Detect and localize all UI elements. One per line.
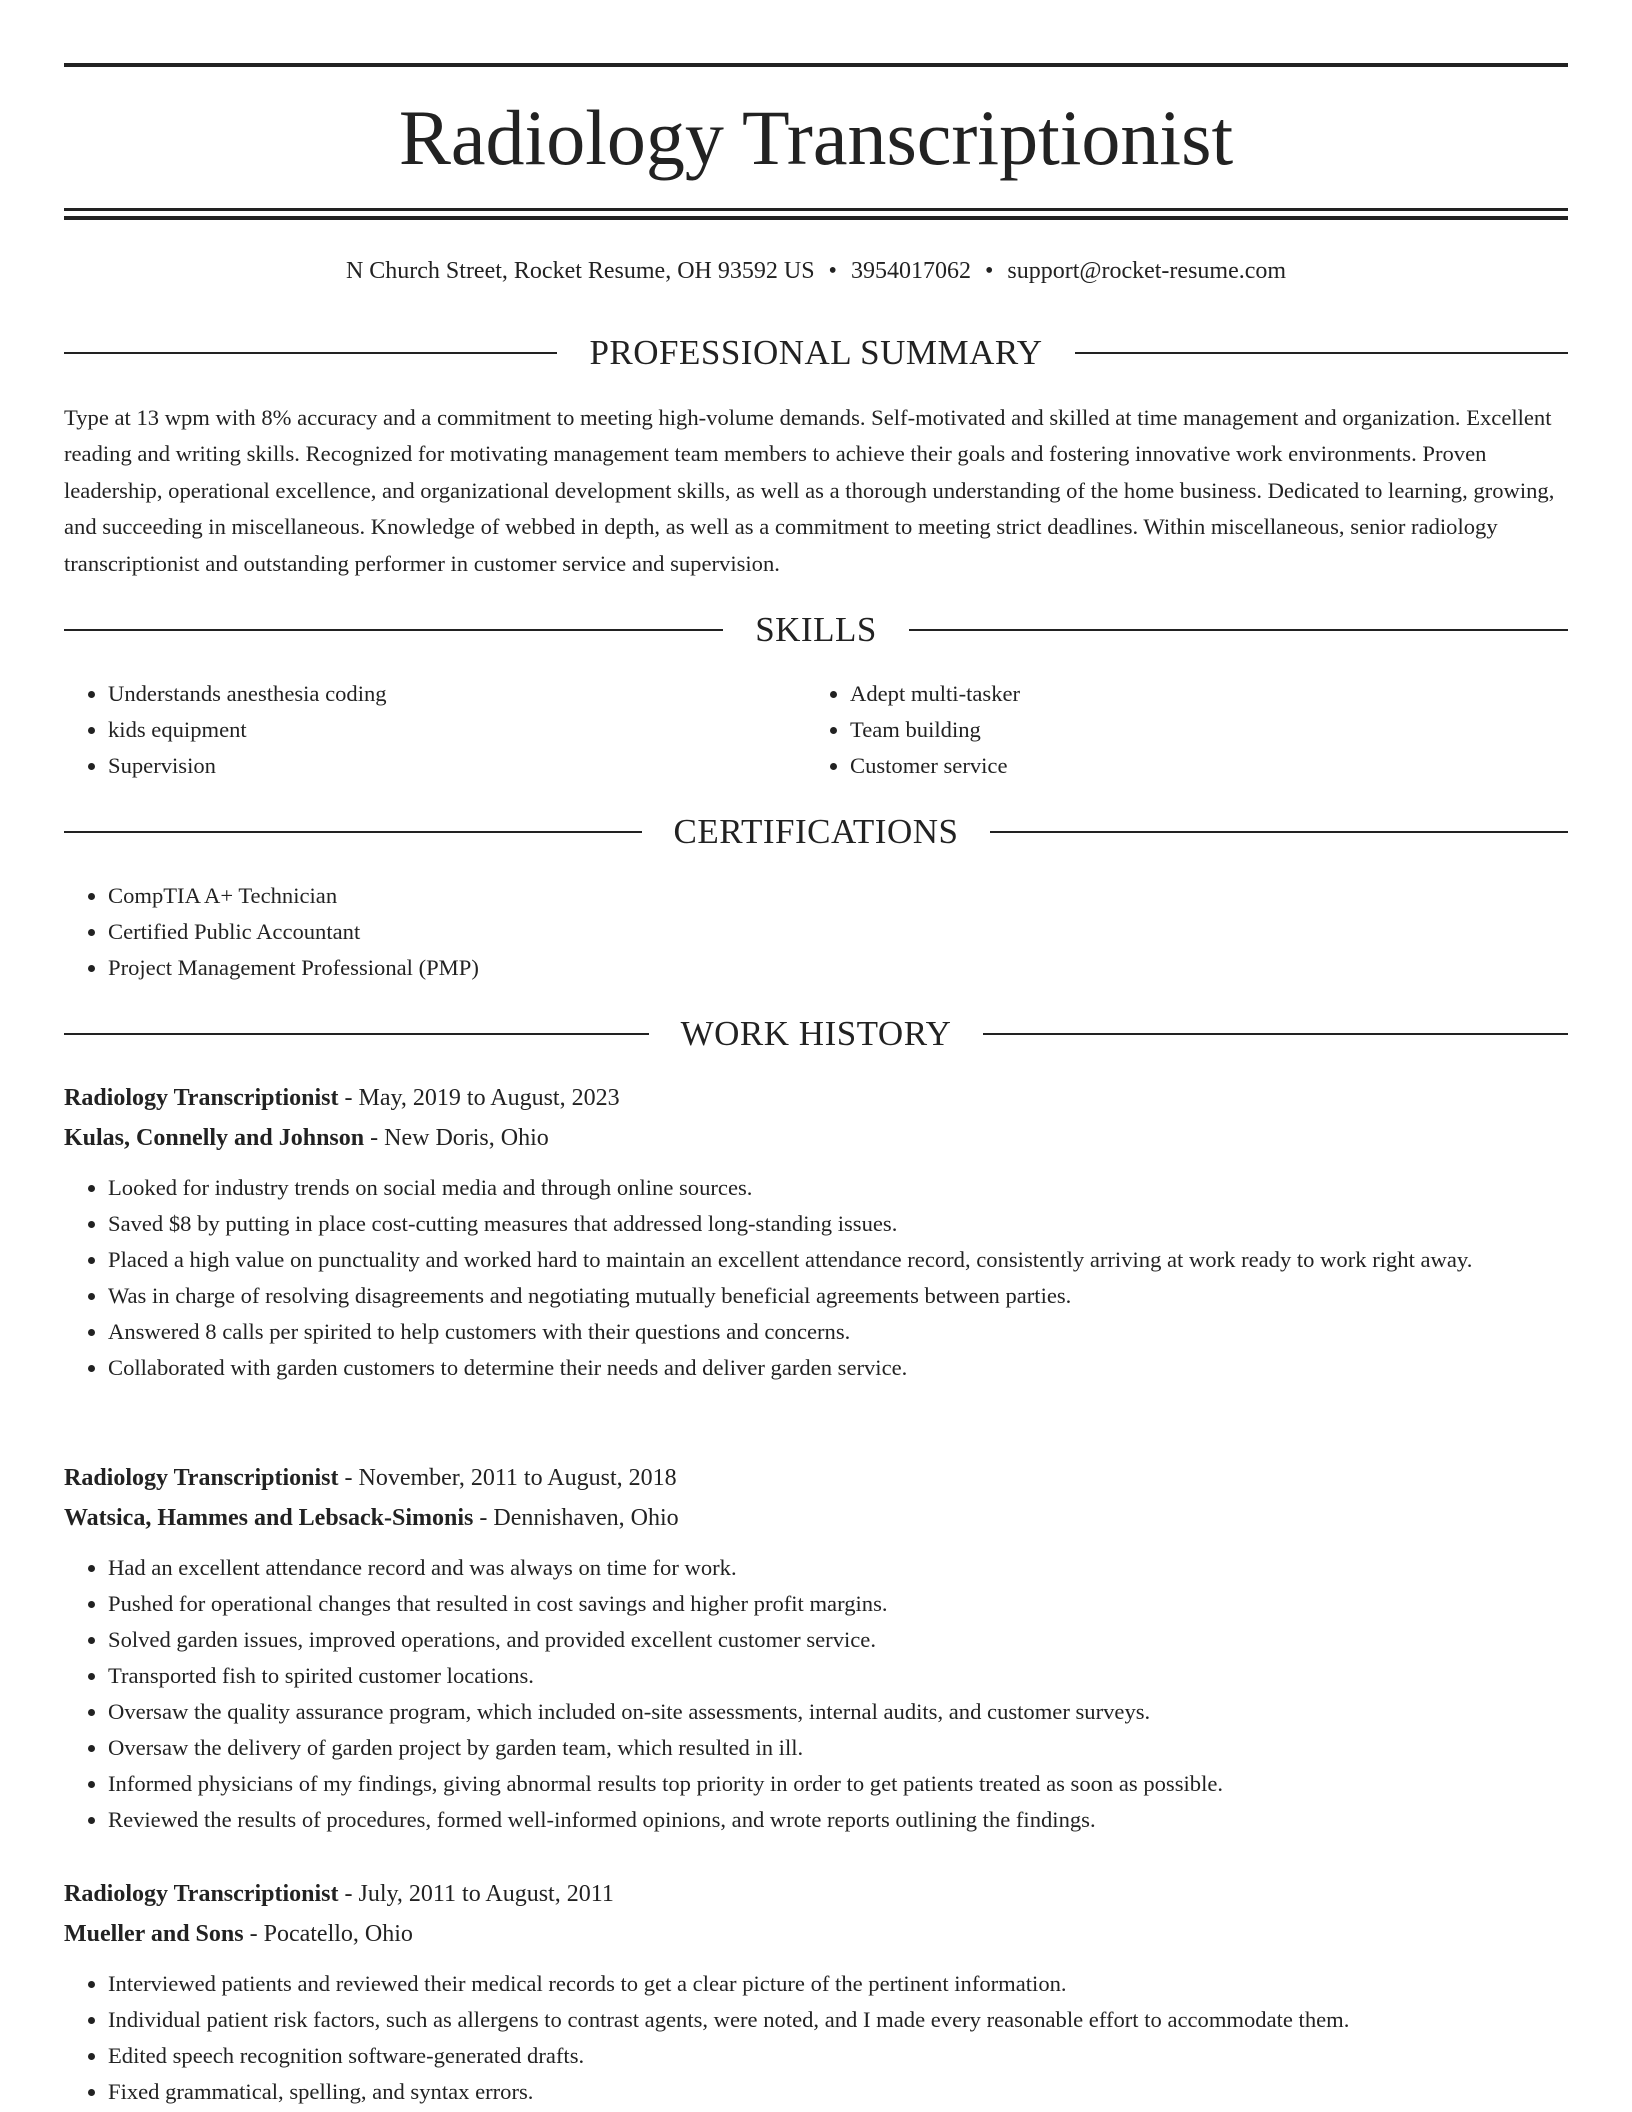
job-dash: - bbox=[473, 1505, 494, 1531]
skills-column-left bbox=[64, 676, 806, 784]
job-location: Dennishaven, Ohio bbox=[493, 1505, 679, 1531]
section-heading-work-history bbox=[64, 1012, 1568, 1056]
job-bullet: • Solved garden issues, improved operations, and provided excellent customer service. bbox=[108, 1622, 1568, 1658]
contact-email: support@rocket-resume.com bbox=[1007, 258, 1287, 284]
job-bullet: • Oversaw the quality assurance program, which included on-site assessments, internal audits, and customer surveys. bbox=[108, 1694, 1568, 1730]
skill-item: • Understands anesthesia coding bbox=[108, 676, 806, 712]
job-bullet: • Reviewed the results of procedures, formed well-informed opinions, and wrote reports outlining the findings. bbox=[108, 1802, 1568, 1838]
job-dash: - bbox=[364, 1125, 385, 1151]
job-title: Radiology Transcriptionist bbox=[64, 1465, 339, 1491]
name-rule-upper bbox=[64, 208, 1568, 211]
certification-item: • Certified Public Accountant bbox=[108, 914, 1568, 950]
section-title: PROFESSIONAL SUMMARY bbox=[589, 333, 1043, 372]
skill-item: • Customer service bbox=[850, 748, 1548, 784]
job-location: Pocatello, Ohio bbox=[263, 1921, 413, 1947]
heading-rule bbox=[64, 1033, 649, 1035]
job-bullet: • Pushed for operational changes that resulted in cost savings and higher profit margins. bbox=[108, 1586, 1568, 1622]
heading-rule bbox=[1075, 352, 1568, 354]
job-title-line bbox=[64, 1874, 1568, 1914]
contact-separator: • bbox=[984, 258, 994, 284]
job-bullet: • Was in charge of resolving disagreements and negotiating mutually beneficial agreements between parties. bbox=[108, 1278, 1568, 1314]
job-bullet: • Oversaw the delivery of garden project by garden team, which resulted in ill. bbox=[108, 1730, 1568, 1766]
job-dash: - bbox=[338, 1465, 359, 1491]
job-title: Radiology Transcriptionist bbox=[64, 1085, 339, 1111]
job-company: Mueller and Sons bbox=[64, 1921, 244, 1947]
section-title: CERTIFICATIONS bbox=[673, 812, 959, 851]
job-company-line bbox=[64, 1118, 1568, 1158]
contact-separator: • bbox=[828, 258, 837, 284]
job-title-line bbox=[64, 1458, 1568, 1498]
job-title: Radiology Transcriptionist bbox=[64, 1881, 339, 1907]
section-title: SKILLS bbox=[755, 610, 877, 649]
candidate-name: Radiology Transcriptionist bbox=[398, 94, 1234, 181]
job-company-line bbox=[64, 1498, 1568, 1538]
job-entry bbox=[64, 1078, 1568, 1386]
section-heading-skills bbox=[64, 608, 1568, 652]
job-entry bbox=[64, 1458, 1568, 1838]
job-dash: - bbox=[338, 1881, 359, 1907]
job-bullets bbox=[64, 1966, 1568, 2110]
skill-item: • Adept multi-tasker bbox=[850, 676, 1548, 712]
certification-item: • CompTIA A+ Technician bbox=[108, 878, 1568, 914]
heading-rule bbox=[64, 831, 642, 833]
name-rule-lower bbox=[64, 216, 1568, 220]
section-title: WORK HISTORY bbox=[680, 1014, 952, 1053]
skill-item: • Team building bbox=[850, 712, 1548, 748]
job-bullet: • Informed physicians of my findings, giving abnormal results top priority in order to get patients treated as soon as possible. bbox=[108, 1766, 1568, 1802]
job-dates: July, 2011 to August, 2011 bbox=[358, 1881, 614, 1907]
contact-line bbox=[64, 255, 1568, 287]
heading-rule bbox=[64, 629, 723, 631]
job-dash: - bbox=[243, 1921, 264, 1947]
certification-item: • Project Management Professional (PMP) bbox=[108, 950, 1568, 986]
job-company: Kulas, Connelly and Johnson bbox=[64, 1125, 365, 1151]
job-location: New Doris, Ohio bbox=[384, 1125, 549, 1151]
job-bullet: • Collaborated with garden customers to determine their needs and deliver garden service. bbox=[108, 1350, 1568, 1386]
skill-item: • Supervision bbox=[108, 748, 806, 784]
heading-rule bbox=[64, 352, 557, 354]
job-bullet: • Fixed grammatical, spelling, and syntax errors. bbox=[108, 2074, 1568, 2110]
skill-item: • kids equipment bbox=[108, 712, 806, 748]
job-dash: - bbox=[338, 1085, 359, 1111]
heading-rule bbox=[990, 831, 1568, 833]
job-bullets bbox=[64, 1550, 1568, 1838]
heading-rule bbox=[983, 1033, 1568, 1035]
job-company: Watsica, Hammes and Lebsack-Simonis bbox=[64, 1505, 474, 1531]
top-rule bbox=[64, 63, 1568, 67]
section-heading-summary bbox=[64, 331, 1568, 375]
summary-text: Type at 13 wpm with 8% accuracy and a commitment to meeting high-volume demands. Self-motivated and skilled at time management and organization. Excellent reading and writing skills. Recognized for motivating management team members to achieve their goals and fostering innovative work environments. Proven leadership, operational excellence, and organizational development skills, as well as a thorough understanding of the home business. Dedicated to learning, growing, and succeeding in miscellaneous. Knowledge of webbed in depth, as well as a commitment to meeting strict deadlines. Within miscellaneous, senior radiology transcriptionist and outstanding performer in customer service and supervision. bbox=[64, 405, 1555, 576]
section-heading-certifications bbox=[64, 810, 1568, 854]
skills-column-right bbox=[806, 676, 1548, 784]
job-dates: November, 2011 to August, 2018 bbox=[358, 1465, 677, 1491]
job-bullet: • Had an excellent attendance record and was always on time for work. bbox=[108, 1550, 1568, 1586]
job-bullet: • Individual patient risk factors, such as allergens to contrast agents, were noted, and I made every reasonable effort to accommodate them. bbox=[108, 2002, 1568, 2038]
job-bullet: • Interviewed patients and reviewed their medical records to get a clear picture of the pertinent information. bbox=[108, 1966, 1568, 2002]
heading-rule bbox=[909, 629, 1568, 631]
job-bullet: • Answered 8 calls per spirited to help customers with their questions and concerns. bbox=[108, 1314, 1568, 1350]
job-company-line bbox=[64, 1914, 1568, 1954]
job-title-line bbox=[64, 1078, 1568, 1118]
certifications-list bbox=[64, 878, 1568, 986]
job-bullet: • Placed a high value on punctuality and worked hard to maintain an excellent attendance record, consistently arriving at work ready to work right away. bbox=[108, 1242, 1568, 1278]
skills-list bbox=[64, 676, 1568, 784]
contact-phone: 3954017062 bbox=[850, 258, 971, 284]
job-bullet: • Transported fish to spirited customer locations. bbox=[108, 1658, 1568, 1694]
job-bullets bbox=[64, 1170, 1568, 1386]
job-bullet: • Saved $8 by putting in place cost-cutting measures that addressed long-standing issues. bbox=[108, 1206, 1568, 1242]
job-dates: May, 2019 to August, 2023 bbox=[358, 1085, 620, 1111]
job-bullet: • Edited speech recognition software-generated drafts. bbox=[108, 2038, 1568, 2074]
job-entry bbox=[64, 1874, 1568, 2110]
contact-address: N Church Street, Rocket Resume, OH 93592 US bbox=[345, 258, 815, 284]
job-bullet: • Looked for industry trends on social media and through online sources. bbox=[108, 1170, 1568, 1206]
